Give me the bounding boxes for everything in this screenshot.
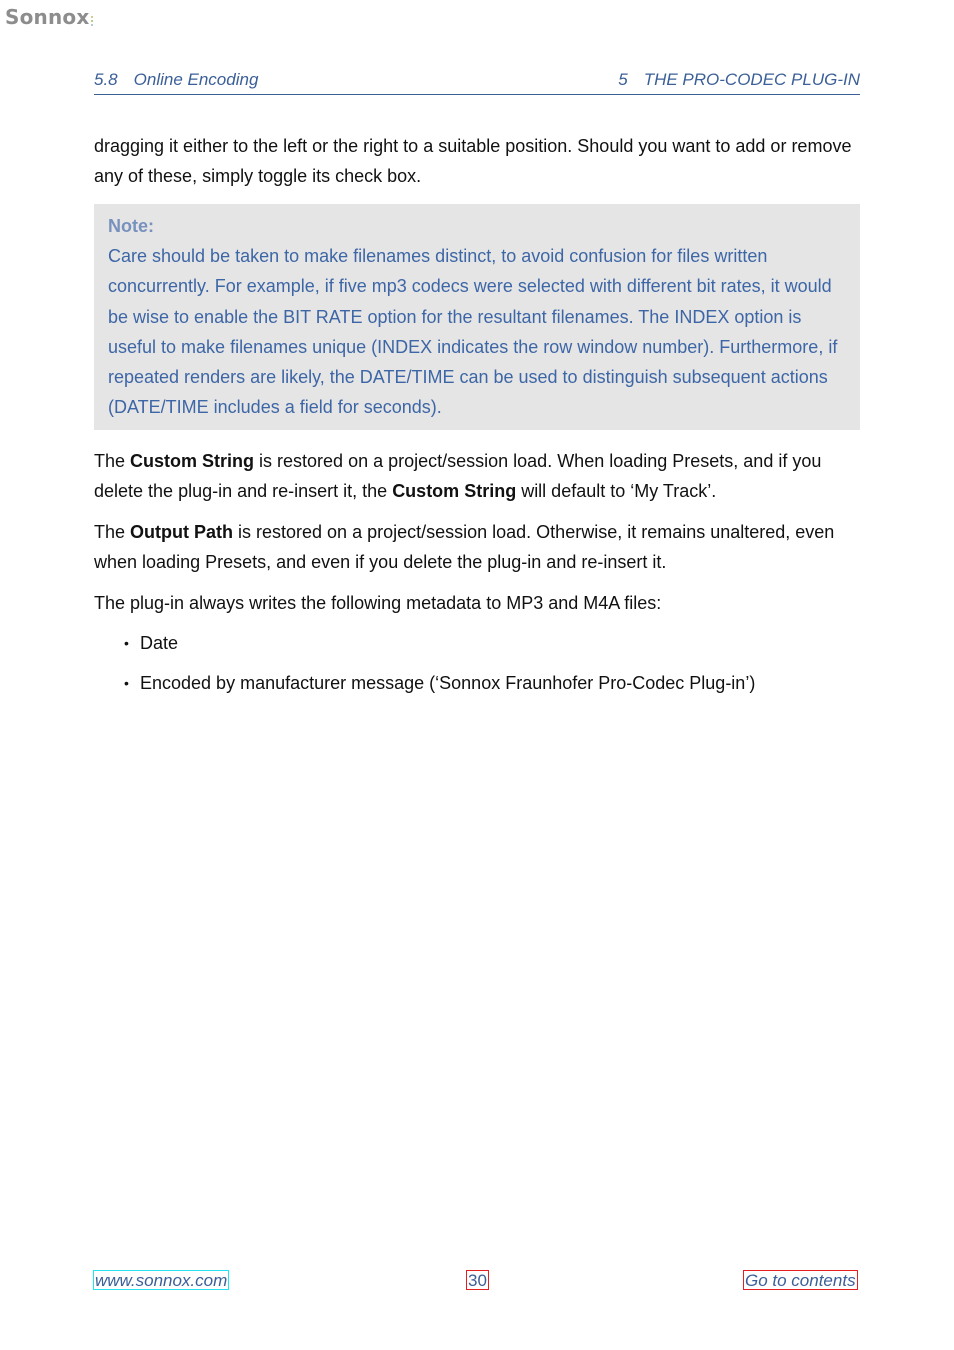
bullet-icon: • xyxy=(124,635,129,652)
chapter-heading xyxy=(618,70,860,90)
metadata-intro: The plug-in always writes the following metadata to MP3 and M4A files: xyxy=(94,593,662,614)
go-to-contents-link[interactable]: Go to contents xyxy=(745,1271,856,1290)
logo-dot xyxy=(91,16,93,18)
chapter-number: 5 xyxy=(618,70,628,89)
section-title: Online Encoding xyxy=(133,70,259,89)
metadata-list xyxy=(94,628,860,698)
intro-paragraph: dragging it either to the left or the right to a suitable position. Should you want to add or remove any of these, simply toggle its check box. xyxy=(94,136,852,186)
text-run: The xyxy=(94,522,131,543)
bullet-icon: • xyxy=(124,675,129,692)
page-number-link[interactable]: 30 xyxy=(468,1271,487,1290)
list-item xyxy=(94,668,860,698)
list-item-text: Encoded by manufacturer message (‘Sonnox Fraunhofer Pro-Codec Plug-in’) xyxy=(140,673,756,694)
text-run: will default to ‘My Track’. xyxy=(516,481,717,502)
chapter-title: THE PRO-CODEC PLUG-IN xyxy=(643,70,860,89)
custom-string-term: Custom String xyxy=(130,451,255,472)
note-text: Care should be taken to make filenames distinct, to avoid confusion for files written concurrently. For example, if five mp3 codecs were selected with different bit rates, it would be wise to enable the BIT RATE option for the resultant filenames. The INDEX option is useful to make filenames unique (INDEX indicates the row window number). Furthermore, if repeated renders are likely, the DATE/TIME can be used to distinguish subsequent actions (DATE/TIME includes a field for seconds). xyxy=(108,246,838,418)
section-heading xyxy=(94,70,258,90)
output-path-term: Output Path xyxy=(130,522,234,543)
logo-dots-icon xyxy=(91,16,93,26)
page-content xyxy=(94,131,860,708)
logo-text: Sonnox xyxy=(5,5,90,29)
website-link[interactable]: www.sonnox.com xyxy=(95,1271,228,1290)
list-item-text: Date xyxy=(140,633,179,654)
custom-string-paragraph xyxy=(94,446,860,506)
text-run: is restored on a project/session load. When loading Presets, and if you delete the plug-in and re-insert it, the xyxy=(94,451,822,502)
section-number: 5.8 xyxy=(94,70,118,89)
logo-dot xyxy=(91,24,93,26)
note-title: Note: xyxy=(108,216,154,236)
logo-dot xyxy=(91,20,93,22)
list-item xyxy=(94,628,860,658)
custom-string-term: Custom String xyxy=(392,481,517,502)
page-header xyxy=(94,70,860,95)
sonnox-logo xyxy=(5,5,93,29)
note-box xyxy=(94,204,860,430)
output-path-paragraph xyxy=(94,517,860,577)
text-run: is restored on a project/session load. Otherwise, it remains unaltered, even when loading Presets, and even if you delete the plug-in and re-insert it. xyxy=(94,522,835,573)
text-run: The xyxy=(94,451,131,472)
